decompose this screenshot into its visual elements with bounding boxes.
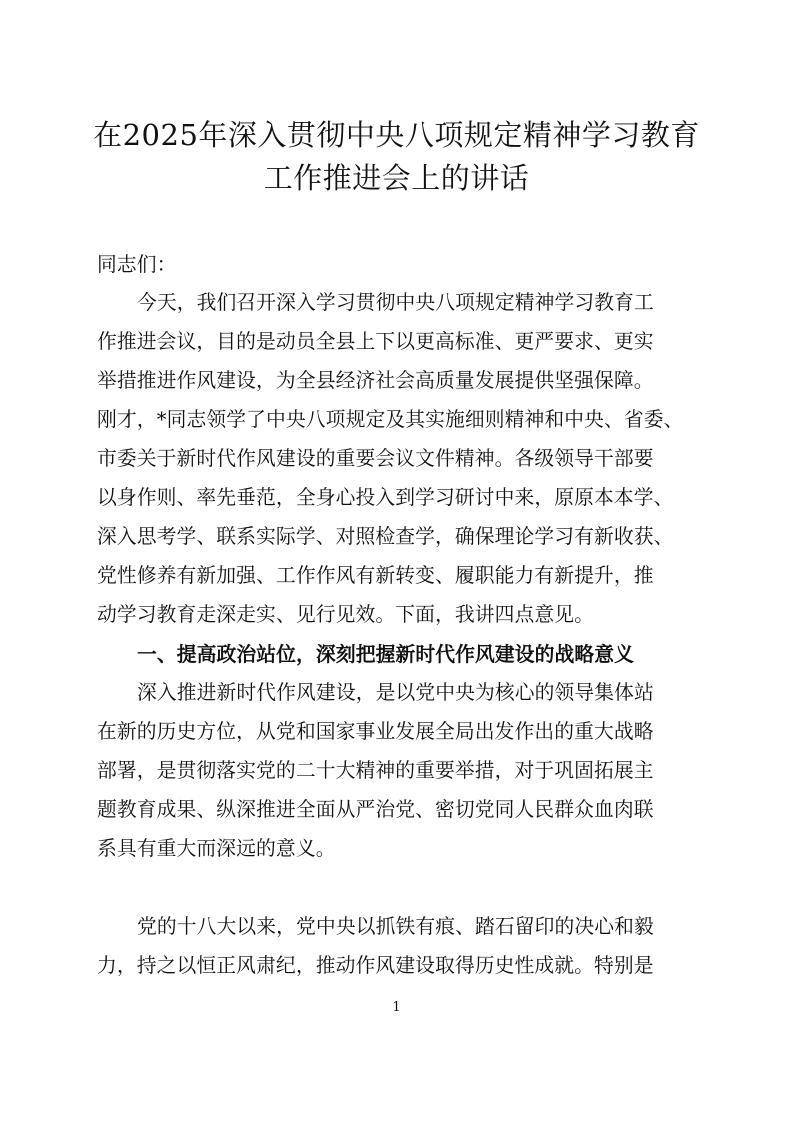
body-line: 今天，我们召开深入学习贯彻中央八项规定精神学习教育工: [137, 291, 654, 314]
body-line: 动学习教育走深走实、见行见效。下面，我讲四点意见。: [97, 603, 595, 626]
body-line: 党性修养有新加强、工作作风有新转变、履职能力有新提升，推: [97, 564, 654, 587]
document-title-line-2: 工作推进会上的讲话: [263, 161, 530, 195]
body-line: 部署，是贯彻落实党的二十大精神的重要举措，对于巩固拓展主: [97, 759, 654, 782]
page-number: 1: [392, 1000, 401, 1015]
section-heading: 一、提高政治站位，深刻把握新时代作风建设的战略意义: [137, 642, 635, 666]
body-line: 市委关于新时代作风建设的重要会议文件精神。各级领导干部要: [97, 447, 654, 470]
body-line: 力，持之以恒正风肃纪，推动作风建设取得历史性成就。特别是: [97, 954, 654, 977]
body-line: 在新的历史方位，从党和国家事业发展全局出发作出的重大战略: [97, 720, 654, 743]
body-line: 题教育成果、纵深推进全面从严治党、密切党同人民群众血肉联: [97, 798, 654, 821]
body-line: 刚才，*同志领学了中央八项规定及其实施细则精神和中央、省委、: [97, 408, 684, 431]
document-title-line-1: 在2025年深入贯彻中央八项规定精神学习教育: [93, 118, 700, 152]
body-line: 深入思考学、联系实际学、对照检查学，确保理论学习有新收获、: [97, 525, 674, 548]
body-line: 作推进会议，目的是动员全县上下以更高标准、更严要求、更实: [97, 330, 654, 353]
body-line: 系具有重大而深远的意义。: [97, 837, 336, 860]
body-line: 举措推进作风建设，为全县经济社会高质量发展提供坚强保障。: [97, 369, 654, 392]
body-line: 党的十八大以来，党中央以抓铁有痕、踏石留印的决心和毅: [137, 915, 654, 938]
body-line: 深入推进新时代作风建设，是以党中央为核心的领导集体站: [137, 681, 654, 704]
body-line: 以身作则、率先垂范，全身心投入到学习研讨中来，原原本本学、: [97, 486, 674, 509]
salutation: 同志们：: [97, 253, 177, 276]
